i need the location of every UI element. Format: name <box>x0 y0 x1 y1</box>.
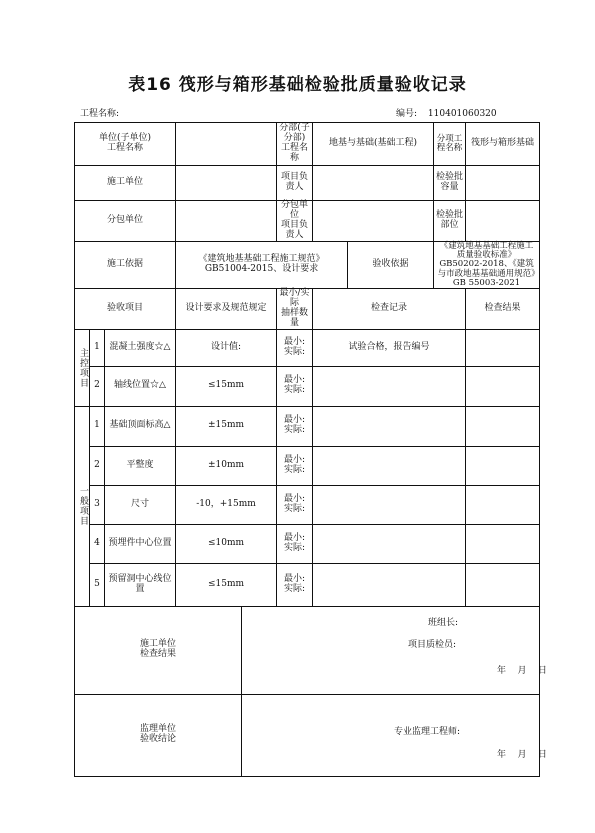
header-row-subcontractor <box>75 201 540 242</box>
row-sample: 最小: 实际: <box>277 485 313 524</box>
column-header-row <box>75 289 540 330</box>
row-record[interactable] <box>313 446 466 485</box>
subcontractor-label: 分包单位 <box>75 201 176 242</box>
subitem-label: 分项工程名称 <box>434 123 466 166</box>
header-row-unit <box>75 123 540 166</box>
row-sample: 最小: 实际: <box>277 329 313 366</box>
row-no: 1 <box>90 406 105 446</box>
inspection-table <box>74 122 547 777</box>
row-no: 4 <box>90 524 105 563</box>
quality-inspector-label: 项目质检员: <box>408 639 457 650</box>
row-no: 2 <box>90 366 105 406</box>
construction-check-row <box>75 606 540 694</box>
division-label <box>277 123 313 166</box>
sub-pm-label: 分包单位 项目负责人 <box>277 201 313 242</box>
row-name: 预留洞中心线位置 <box>105 563 176 606</box>
subcontractor-value[interactable] <box>176 201 277 242</box>
row-result[interactable] <box>466 485 540 524</box>
col-result: 检查结果 <box>466 289 540 330</box>
row-no: 3 <box>90 485 105 524</box>
header-row-contractor <box>75 166 540 201</box>
subitem-value: 筏形与箱形基础 <box>466 123 540 166</box>
pm-value[interactable] <box>313 166 434 201</box>
construction-check-label: 施工单位 检查结果 <box>75 606 242 694</box>
row-name: 预埋件中心位置 <box>105 524 176 563</box>
pm-label: 项目负责人 <box>277 166 313 201</box>
row-result[interactable] <box>466 446 540 485</box>
batch-capacity-label: 检验批容量 <box>434 166 466 201</box>
page-title: 表16 筏形与箱形基础检验批质量验收记录 <box>128 75 467 95</box>
row-no: 1 <box>90 329 105 366</box>
table-row <box>75 366 540 406</box>
row-result[interactable] <box>466 406 540 446</box>
batch-capacity-value[interactable] <box>466 166 540 201</box>
table-row <box>75 446 540 485</box>
col-sample: 最小/实际 抽样数量 <box>277 289 313 330</box>
acceptance-basis-label: 验收依据 <box>348 241 434 289</box>
basis-value: 《建筑地基基础工程施工规范》GB51004-2015、设计要求 <box>176 241 348 289</box>
row-name: 平整度 <box>105 446 176 485</box>
row-design: -10，+15mm <box>176 485 277 524</box>
main-control-label: 主控项目 <box>75 329 90 406</box>
code-value: 110401060320 <box>427 109 497 119</box>
table-row <box>75 524 540 563</box>
row-record[interactable] <box>313 524 466 563</box>
table-row <box>75 563 540 606</box>
code-label: 编号: <box>396 109 418 119</box>
table-row <box>75 329 540 366</box>
unit-label <box>75 123 176 166</box>
row-design: ≤10mm <box>176 524 277 563</box>
row-name: 基础顶面标高△ <box>105 406 176 446</box>
col-design: 设计要求及规范规定 <box>176 289 277 330</box>
row-no: 2 <box>90 446 105 485</box>
supervision-row <box>75 694 540 776</box>
contractor-label: 施工单位 <box>75 166 176 201</box>
project-name-label: 工程名称: <box>80 109 120 119</box>
row-result[interactable] <box>466 563 540 606</box>
row-record[interactable] <box>313 366 466 406</box>
table-row <box>75 485 540 524</box>
row-sample: 最小: 实际: <box>277 524 313 563</box>
row-record: 试验合格，报告编号 <box>313 329 466 366</box>
division-label-text: 分部(子分部) 工程名称 <box>279 123 310 163</box>
batch-location-label: 检验批部位 <box>434 201 466 242</box>
division-value: 地基与基础(基础工程) <box>313 123 434 166</box>
row-name: 混凝土强度☆△ <box>105 329 176 366</box>
row-name: 尺寸 <box>105 485 176 524</box>
row-design: ±10mm <box>176 446 277 485</box>
contractor-value[interactable] <box>176 166 277 201</box>
row-design: ±15mm <box>176 406 277 446</box>
row-design: ≤15mm <box>176 366 277 406</box>
header-row-basis <box>75 241 540 289</box>
batch-location-value[interactable] <box>466 201 540 242</box>
row-result[interactable] <box>466 329 540 366</box>
construction-check-area[interactable] <box>242 606 547 694</box>
row-result[interactable] <box>466 366 540 406</box>
row-sample: 最小: 实际: <box>277 406 313 446</box>
row-record[interactable] <box>313 485 466 524</box>
row-design: ≤15mm <box>176 563 277 606</box>
acceptance-basis-value: 《建筑地基基础工程施工质量验收标准》GB50202-2018、《建筑与市政地基基础通用规范》GB 55003-2021 <box>434 241 540 289</box>
col-item: 验收项目 <box>75 289 176 330</box>
row-record[interactable] <box>313 406 466 446</box>
supervision-engineer-label: 专业监理工程师: <box>394 726 461 737</box>
sub-pm-value[interactable] <box>313 201 434 242</box>
unit-label-text: 单位(子单位) 工程名称 <box>99 133 152 153</box>
code-row <box>396 106 505 119</box>
row-sample: 最小: 实际: <box>277 366 313 406</box>
row-design: 设计值: <box>176 329 277 366</box>
table-row <box>75 406 540 446</box>
team-leader-label: 班组长: <box>428 617 459 628</box>
general-label: 一般项目 <box>75 406 90 606</box>
row-sample: 最小: 实际: <box>277 446 313 485</box>
row-record[interactable] <box>313 563 466 606</box>
row-name: 轴线位置☆△ <box>105 366 176 406</box>
basis-label: 施工依据 <box>75 241 176 289</box>
construction-date: 年 月 日 <box>497 665 547 676</box>
row-sample: 最小: 实际: <box>277 563 313 606</box>
supervision-label: 监理单位 验收结论 <box>75 694 242 776</box>
col-record: 检查记录 <box>313 289 466 330</box>
row-result[interactable] <box>466 524 540 563</box>
supervision-date: 年 月 日 <box>497 749 547 760</box>
row-no: 5 <box>90 563 105 606</box>
supervision-area[interactable] <box>242 694 547 776</box>
unit-value[interactable] <box>176 123 277 166</box>
